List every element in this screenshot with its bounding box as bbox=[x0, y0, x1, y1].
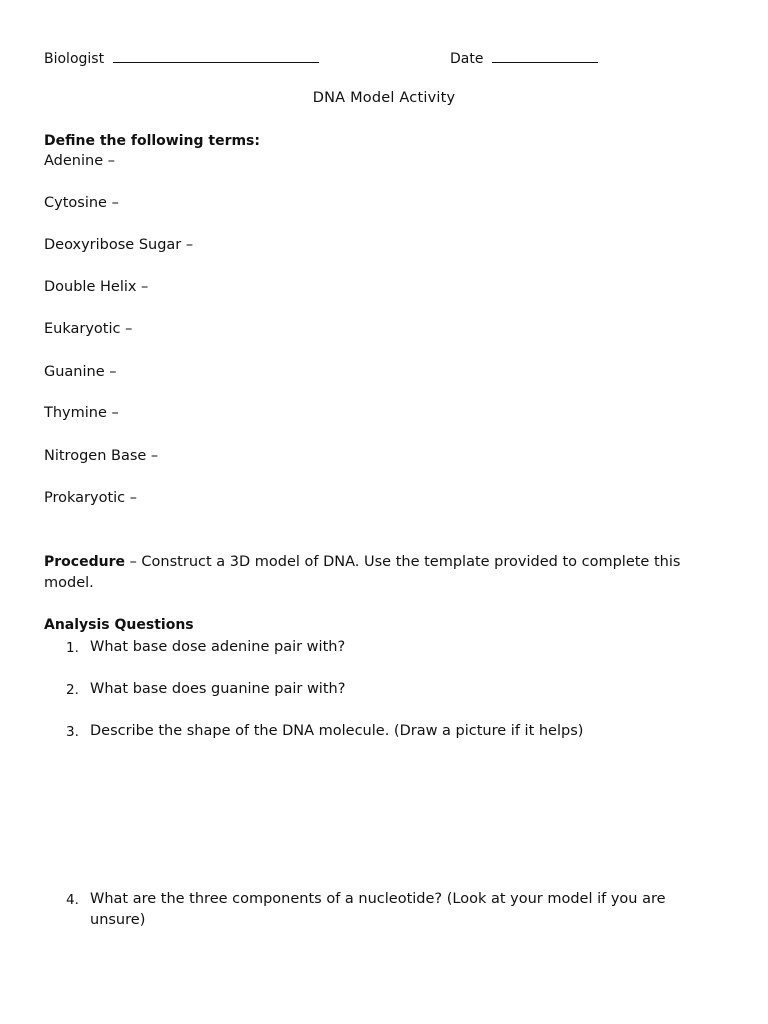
procedure-paragraph bbox=[44, 552, 716, 594]
biologist-label: Biologist bbox=[44, 51, 105, 67]
term-deoxyribose-sugar: Deoxyribose Sugar – bbox=[44, 237, 194, 253]
term-guanine: Guanine – bbox=[44, 364, 117, 380]
question-number: 4. bbox=[66, 892, 79, 908]
term-cytosine: Cytosine – bbox=[44, 195, 119, 211]
question-number: 2. bbox=[66, 682, 79, 698]
question-text: What base dose adenine pair with? bbox=[90, 639, 346, 655]
question-text: What base does guanine pair with? bbox=[90, 681, 346, 697]
analysis-heading: Analysis Questions bbox=[44, 617, 194, 633]
question-text: Describe the shape of the DNA molecule. (Draw a picture if it helps) bbox=[90, 723, 584, 739]
term-eukaryotic: Eukaryotic – bbox=[44, 321, 133, 337]
term-prokaryotic: Prokaryotic – bbox=[44, 490, 137, 506]
biologist-blank-line[interactable] bbox=[113, 48, 319, 63]
term-thymine: Thymine – bbox=[44, 405, 119, 421]
term-double-helix: Double Helix – bbox=[44, 279, 149, 295]
term-nitrogen-base: Nitrogen Base – bbox=[44, 448, 159, 464]
procedure-label: Procedure bbox=[44, 554, 125, 570]
question-number: 1. bbox=[66, 640, 79, 656]
definitions-heading: Define the following terms: bbox=[44, 133, 260, 149]
procedure-text: – Construct a 3D model of DNA. Use the template provided to complete this model. bbox=[44, 554, 681, 591]
page-title: DNA Model Activity bbox=[312, 90, 456, 106]
biologist-field bbox=[44, 48, 319, 67]
term-adenine: Adenine – bbox=[44, 153, 115, 169]
date-label: Date bbox=[450, 51, 484, 67]
question-number: 3. bbox=[66, 724, 79, 740]
question-text: What are the three components of a nucleotide? (Look at your model if you are unsure) bbox=[90, 891, 666, 928]
date-field bbox=[450, 48, 598, 67]
date-blank-line[interactable] bbox=[492, 48, 598, 63]
